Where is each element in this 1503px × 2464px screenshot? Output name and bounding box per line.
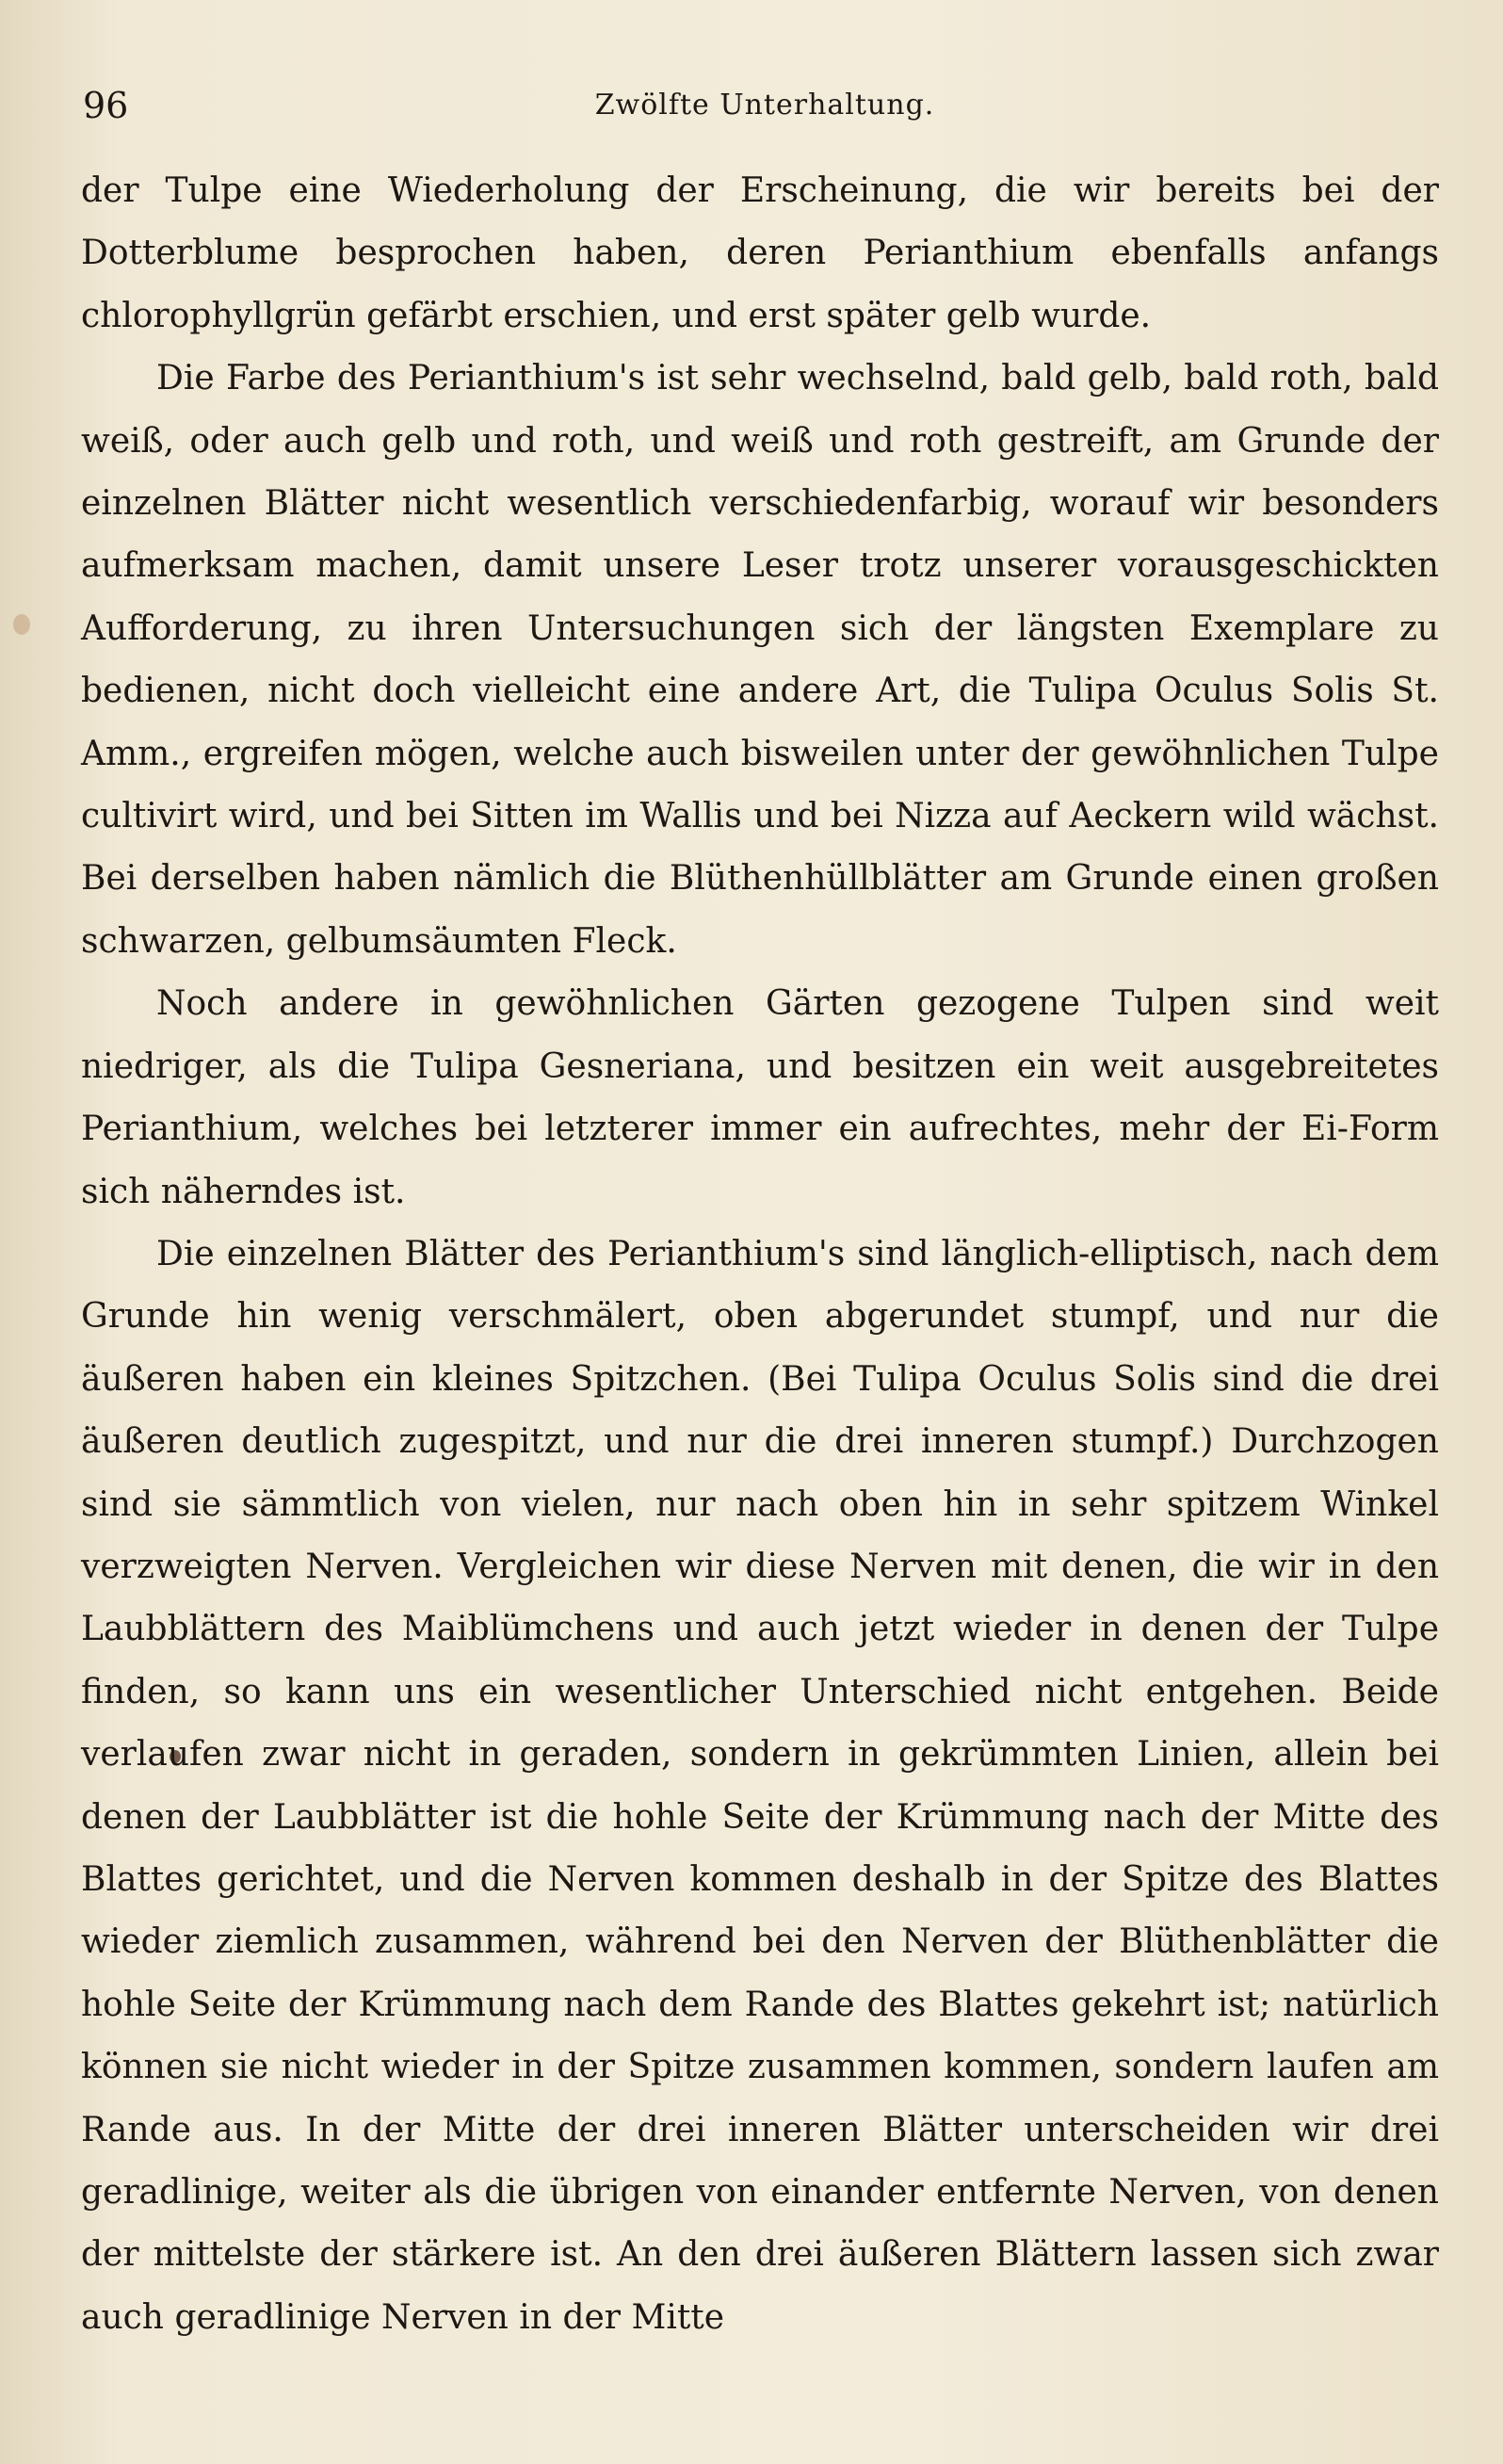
paragraph: Die einzelnen Blätter des Perianthium's sind länglich-elliptisch, nach dem Grunde hin wenig verschmälert, oben abgerundet stumpf, und nur die äußeren haben ein kleines Spitzchen. (Bei Tulipa Oculus Solis sind die drei äußeren deutlich zugespitzt, und nur die drei inneren stumpf.) Durchzogen sind sie sämmtlich von vielen, nur nach oben hin in sehr spitzem Winkel verzweigten Nerven. Vergleichen wir diese Nerven mit denen, die wir in den Laubblättern des Maiblümchens und auch jetzt wieder in denen der Tulpe finden, so kann uns ein wesentlicher Unterschied nicht entgehen. Beide verlaufen zwar nicht in geraden, sondern in gekrümmten Linien, allein bei denen der Laubblätter ist die hohle Seite der Krümmung nach der Mitte des Blattes gerichtet, und die Nerven kommen deshalb in der Spitze des Blattes wieder ziemlich zusammen, während bei den Nerven der Blüthenblätter die hohle Seite der Krümmung nach dem Rande des Blattes gekehrt ist; natürlich können sie nicht wieder in der Spitze zusammen kommen, sondern laufen am Rande aus. In der Mitte der drei inneren Blätter unterscheiden wir drei geradlinige, weiter als die übrigen von einander entfernte Nerven, von denen der mittelste der stärkere ist. An den drei äußeren Blättern lassen sich zwar auch geradlinige Nerven in der Mitte bbox=[81, 1234, 1439, 2337]
page-header bbox=[83, 83, 1446, 128]
paper-stain bbox=[13, 614, 30, 635]
page-number: 96 bbox=[83, 85, 129, 126]
running-title: Zwölfte Unterhaltung. bbox=[594, 89, 935, 122]
paragraph: Die Farbe des Perianthium's ist sehr wechselnd, bald gelb, bald roth, bald weiß, oder auch gelb und roth, und weiß und roth gestreift, am Grunde der einzelnen Blätter nicht wesentlich verschiedenfarbig, worauf wir besonders aufmerksam machen, damit unsere Leser trotz unserer vorausgeschickten Aufforderung, zu ihren Untersuchungen sich der längsten Exemplare zu bedienen, nicht doch vielleicht eine andere Art, die Tulipa Oculus Solis St. Amm., ergreifen mögen, welche auch bisweilen unter der gewöhnlichen Tulpe cultivirt wird, und bei Sitten im Wallis und bei Nizza auf Aeckern wild wächst. Bei derselben haben nämlich die Blüthenhüllblätter am Grunde einen großen schwarzen, gelbumsäumten Fleck. bbox=[81, 359, 1439, 961]
body-text bbox=[81, 160, 1439, 2349]
paragraph: Noch andere in gewöhnlichen Gärten gezogene Tulpen sind weit niedriger, als die Tulipa Gesneriana, und besitzen ein weit ausgebreitetes Perianthium, welches bei letzterer immer ein aufrechtes, mehr der Ei-Form sich näherndes ist. bbox=[81, 984, 1439, 1211]
paragraph: der Tulpe eine Wiederholung der Erscheinung, die wir bereits bei der Dotterblume besprochen haben, deren Perianthium ebenfalls anfangs chlorophyllgrün gefärbt erschien, und erst später gelb wurde. bbox=[81, 171, 1439, 335]
